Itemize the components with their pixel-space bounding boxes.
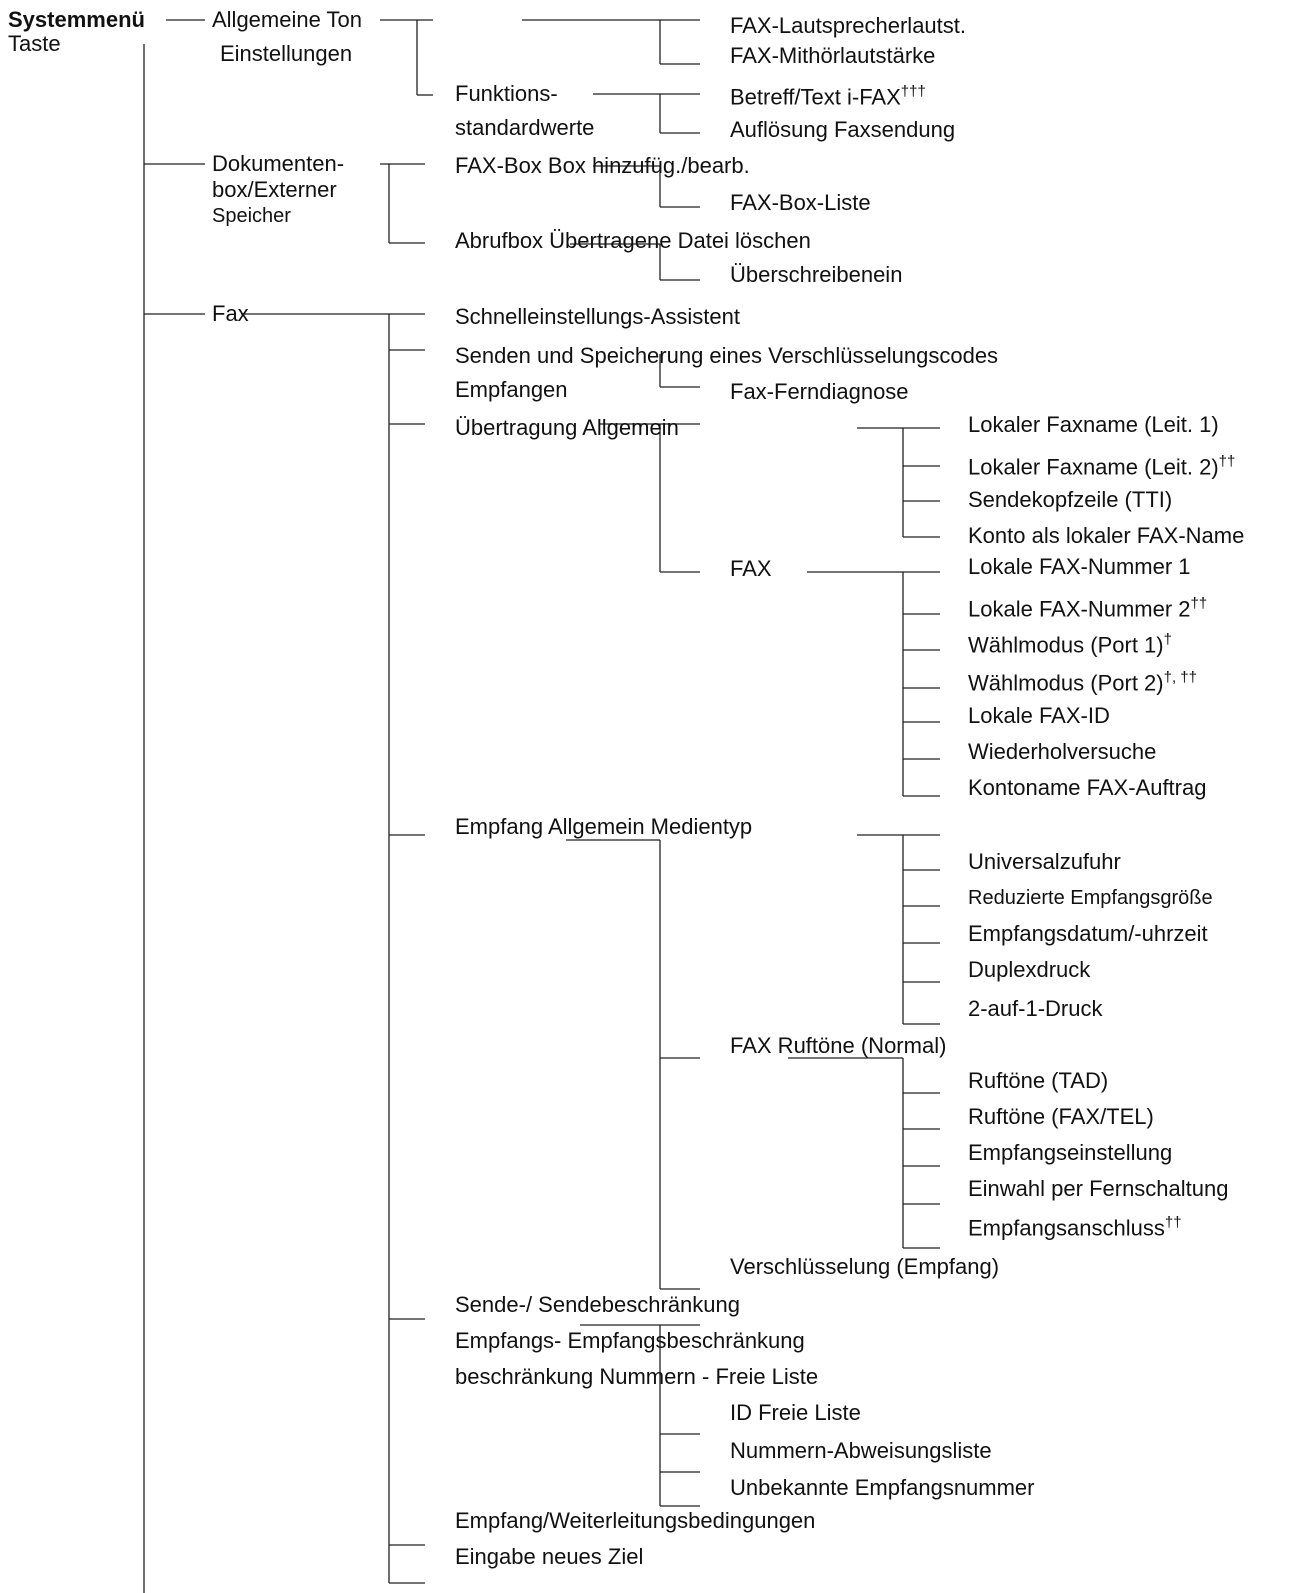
node-lokaler-faxname-1: Lokaler Faxname (Leit. 1) (968, 412, 1219, 437)
node-box-externer: box/Externer (212, 177, 337, 202)
node-empfang-allgemein-medientyp: Empfang Allgemein Medientyp (455, 814, 753, 839)
node-fax-mithoerlautstaerke: FAX-Mithörlautstärke (730, 43, 936, 68)
node-standardwerte: standardwerte (455, 115, 595, 140)
node-lokale-fax-nummer-1: Lokale FAX-Nummer 1 (968, 554, 1191, 579)
node-wiederholversuche: Wiederholversuche (968, 739, 1157, 764)
node-waehlmodus-port-1: Wählmodus (Port 1)† (968, 631, 1172, 658)
node-beschraenkung-nummern-freie-liste: beschränkung Nummern - Freie Liste (455, 1364, 819, 1389)
node-betreff-text-ifax: Betreff/Text i-FAX††† (730, 83, 926, 110)
node-fax-box: FAX-Box Box hinzufüg./bearb. (455, 153, 750, 178)
node-kontoname-fax-auftrag: Kontoname FAX-Auftrag (968, 775, 1207, 800)
node-id-freie-liste: ID Freie Liste (730, 1400, 861, 1425)
node-fax-sub: FAX (730, 556, 772, 581)
node-empfangs-empfangsbeschraenkung: Empfangs- Empfangsbeschränkung (455, 1328, 805, 1353)
node-waehlmodus-port-2: Wählmodus (Port 2)†, †† (968, 669, 1197, 696)
node-fax-lautsprecherlautst: FAX-Lautsprecherlautst. (730, 13, 967, 38)
node-empfangen: Empfangen (455, 377, 568, 402)
node-sende-sendebeschraenkung: Sende-/ Sendebeschränkung (455, 1292, 740, 1317)
node-funktions: Funktions- (455, 81, 558, 106)
node-speicher: Speicher (212, 205, 291, 227)
node-eingabe-neues-ziel: Eingabe neues Ziel (455, 1544, 644, 1569)
node-unbekannte-empfangsnummer: Unbekannte Empfangsnummer (730, 1475, 1035, 1500)
node-nummern-abweisungsliste: Nummern-Abweisungsliste (730, 1438, 992, 1463)
node-fax: Fax (212, 301, 249, 326)
node-universalzufuhr: Universalzufuhr (968, 849, 1121, 874)
node-fax-ruftoene-normal: FAX Ruftöne (Normal) (730, 1033, 947, 1058)
node-lokale-fax-nummer-2: Lokale FAX-Nummer 2†† (968, 595, 1208, 622)
node-fax-box-liste: FAX-Box-Liste (730, 190, 871, 215)
node-root: Systemmenü (8, 7, 145, 32)
node-2-auf-1-druck: 2-auf-1-Druck (968, 996, 1103, 1021)
node-reduzierte-empfangsgroesse: Reduzierte Empfangsgröße (968, 887, 1213, 909)
node-empfangseinstellung: Empfangseinstellung (968, 1140, 1173, 1165)
node-schnelleinstellungs-assistent: Schnelleinstellungs-Assistent (455, 304, 740, 329)
node-verschluesselung-empfang: Verschlüsselung (Empfang) (730, 1254, 1000, 1279)
node-ueberschreibenein: Überschreibenein (730, 262, 903, 287)
node-ruftoene-fax-tel: Ruftöne (FAX/TEL) (968, 1104, 1154, 1129)
node-ruftoene-tad: Ruftöne (TAD) (968, 1068, 1109, 1093)
node-empfang-weiterleitungsbedingungen: Empfang/Weiterleitungsbedingungen (455, 1508, 816, 1533)
node-einstellungen: Einstellungen (220, 41, 353, 66)
node-empfangsdatum-uhrzeit: Empfangsdatum/-uhrzeit (968, 921, 1208, 946)
node-uebertragung-allgemein: Übertragung Allgemein (455, 415, 679, 440)
node-aufloesung-faxsendung: Auflösung Faxsendung (730, 117, 956, 142)
node-sendekopfzeile: Sendekopfzeile (TTI) (968, 487, 1173, 512)
node-lokaler-faxname-2: Lokaler Faxname (Leit. 2)†† (968, 453, 1236, 480)
node-senden-und-speicherung: Senden und Speicherung eines Verschlüsselungscodes (455, 343, 999, 368)
node-einwahl-per-fernschaltung: Einwahl per Fernschaltung (968, 1176, 1229, 1201)
node-root-line2: Taste (8, 31, 61, 56)
node-allgemeine-ton: Allgemeine Ton (212, 7, 363, 32)
node-lokale-fax-id: Lokale FAX-ID (968, 703, 1110, 728)
node-fax-ferndiagnose: Fax-Ferndiagnose (730, 379, 909, 404)
node-abrufbox: Abrufbox Übertragene Datei löschen (455, 228, 811, 253)
node-dokumenten: Dokumenten- (212, 151, 345, 176)
node-konto-lokaler-fax-name: Konto als lokaler FAX-Name (968, 523, 1245, 548)
node-duplexdruck: Duplexdruck (968, 957, 1091, 982)
node-empfangsanschluss: Empfangsanschluss†† (968, 1214, 1182, 1241)
